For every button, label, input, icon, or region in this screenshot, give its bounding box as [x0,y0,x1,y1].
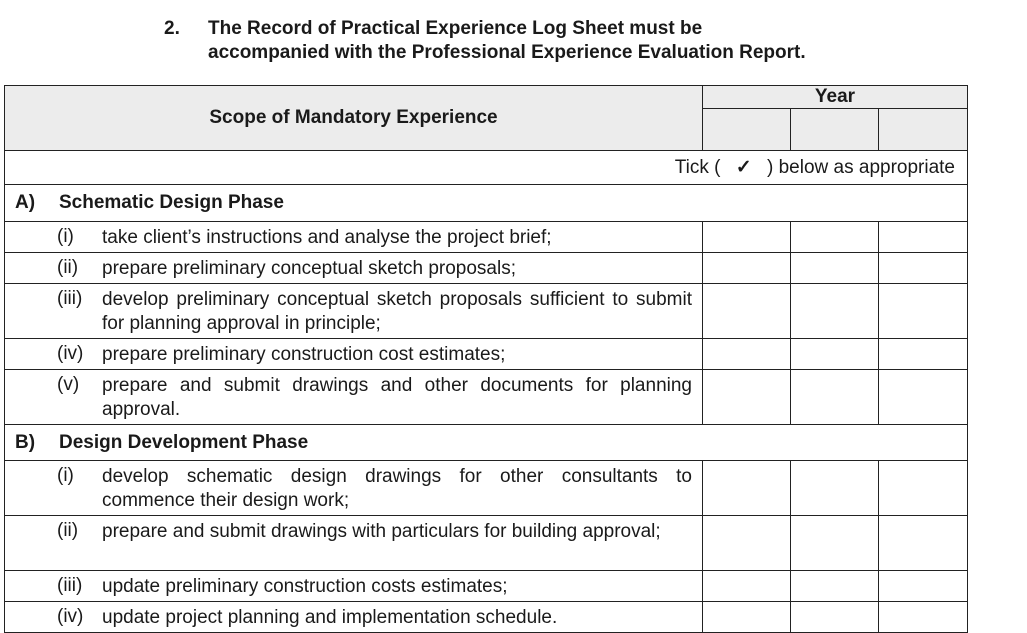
heading-number: 2. [164,18,180,39]
item-number: (iii) [57,575,83,596]
item-text: update project planning and implementation schedule. [102,607,558,628]
table-row [5,602,968,633]
tick-box[interactable] [703,571,791,602]
item-text: prepare and submit drawings with particulars for building approval; [102,521,661,542]
heading-line-2: accompanied with the Professional Experience Evaluation Report. [208,42,806,63]
item-cell [5,602,703,633]
tick-box[interactable] [791,339,879,370]
tick-box[interactable] [791,602,879,633]
item-number: (iv) [57,343,84,364]
item-cell [5,370,703,425]
tick-instruction [5,151,968,185]
tick-box[interactable] [703,222,791,253]
year-header: Year [703,86,968,109]
tick-box[interactable] [791,222,879,253]
tick-box[interactable] [703,461,791,516]
item-cell [5,339,703,370]
item-text: prepare preliminary construction cost estimates; [102,344,506,365]
section-header [5,185,968,222]
year-col-3 [879,109,968,151]
table-row [5,253,968,284]
table-row [5,461,968,516]
tick-box[interactable] [703,339,791,370]
table-row [5,370,968,425]
tick-suffix: ) below as appropriate [767,157,955,178]
checkmark-icon: ✓ [735,157,752,178]
item-cell [5,516,703,571]
section-header [5,425,968,461]
item-text: develop schematic design drawings for other consultants to commence their design work; [102,466,692,511]
table-row [5,222,968,253]
item-cell [5,253,703,284]
tick-box[interactable] [879,339,968,370]
year-col-2 [791,109,879,151]
tick-box[interactable] [879,602,968,633]
tick-box[interactable] [791,284,879,339]
item-number: (iii) [57,288,83,309]
table-row [5,284,968,339]
item-cell [5,284,703,339]
tick-box[interactable] [879,284,968,339]
item-number: (iv) [57,606,84,627]
table-row [5,339,968,370]
experience-log-table [4,85,968,633]
item-number: (v) [57,374,80,395]
item-text: prepare preliminary conceptual sketch proposals; [102,258,516,279]
section-title: Schematic Design Phase [59,192,284,213]
item-text: prepare and submit drawings and other documents for planning approval. [102,375,692,420]
tick-box[interactable] [703,516,791,571]
tick-box[interactable] [879,253,968,284]
item-text: develop preliminary conceptual sketch proposals sufficient to submit for planning approval in principle; [102,289,692,334]
scope-header: Scope of Mandatory Experience [5,86,703,151]
section-letter: B) [15,432,36,453]
item-number: (i) [57,465,74,486]
tick-box[interactable] [879,370,968,425]
tick-box[interactable] [703,602,791,633]
item-number: (ii) [57,520,79,541]
tick-box[interactable] [703,284,791,339]
heading-line-1: The Record of Practical Experience Log Sheet must be [208,18,703,39]
tick-box[interactable] [879,571,968,602]
item-cell [5,461,703,516]
item-number: (i) [57,226,74,247]
section-letter: A) [15,192,36,213]
section-title: Design Development Phase [59,432,309,453]
table-row [5,571,968,602]
tick-box[interactable] [791,253,879,284]
item-number: (ii) [57,257,79,278]
item-text: take client’s instructions and analyse the project brief; [102,227,552,248]
tick-box[interactable] [879,461,968,516]
tick-box[interactable] [879,222,968,253]
tick-box[interactable] [791,516,879,571]
tick-box[interactable] [703,370,791,425]
year-col-1 [703,109,791,151]
table-row [5,516,968,571]
tick-box[interactable] [791,370,879,425]
tick-box[interactable] [791,571,879,602]
tick-box[interactable] [791,461,879,516]
tick-prefix: Tick ( [674,157,721,178]
item-cell [5,571,703,602]
tick-box[interactable] [879,516,968,571]
item-text: update preliminary construction costs estimates; [102,576,508,597]
tick-box[interactable] [703,253,791,284]
item-cell [5,222,703,253]
